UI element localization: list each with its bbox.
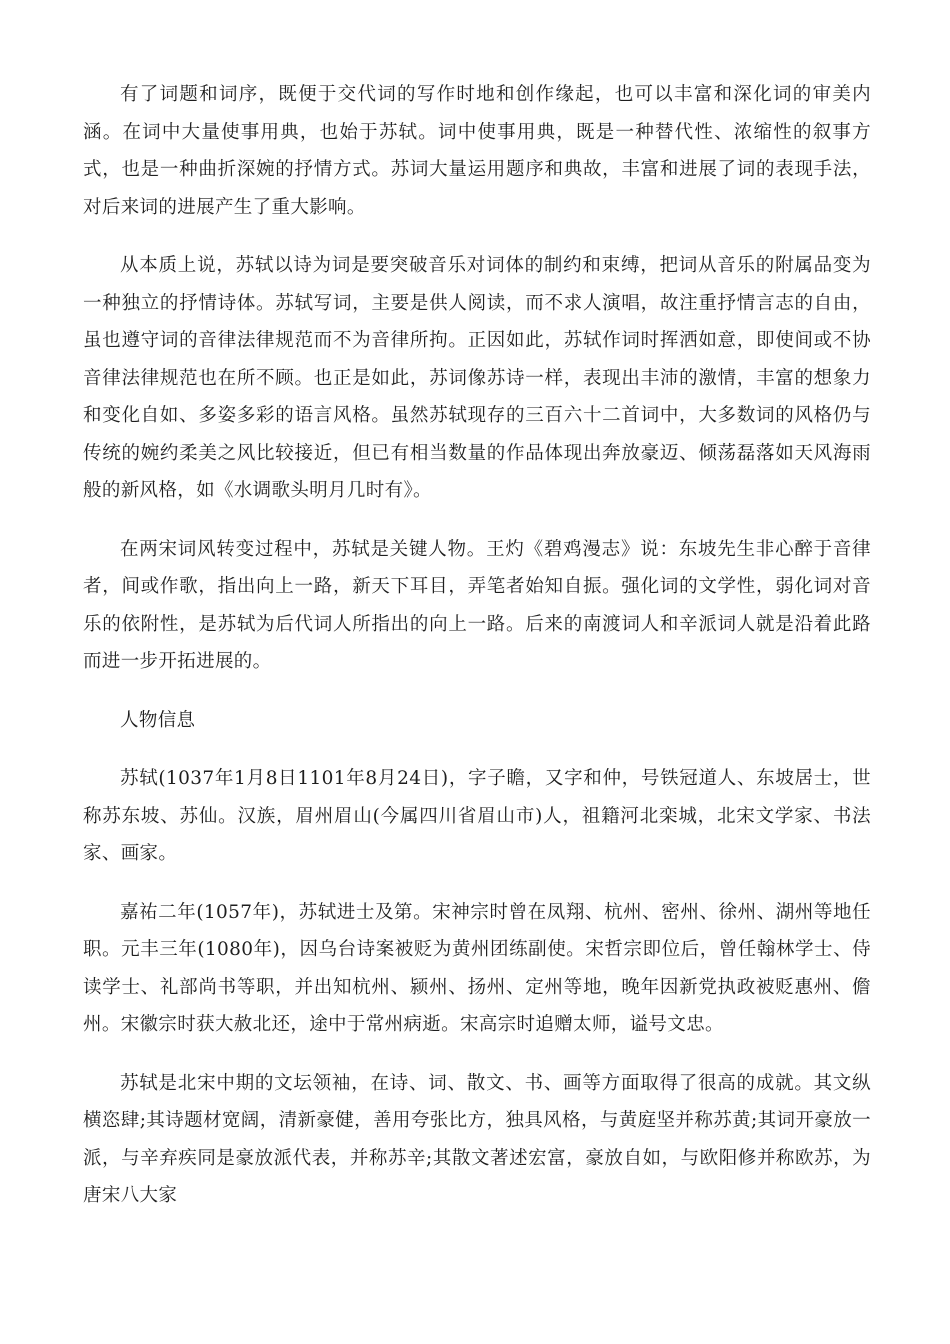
paragraph-ci-titles: 有了词题和词序，既便于交代词的写作时地和创作缘起，也可以丰富和深化词的审美内涵。在词中大量使事用典，也始于苏轼。词中使事用典，既是一种替代性、浓缩性的叙事方式，也是一种曲折深婉的抒情方式。苏词大量运用题序和典故，丰富和进展了词的表现手法，对后来词的进展产生了重大影响。: [83, 84, 871, 218]
document-page: [83, 76, 871, 1236]
section-heading: 人物信息: [120, 709, 196, 731]
paragraph-shi-as-ci: 从本质上说，苏轼以诗为词是要突破音乐对词体的制约和束缚，把词从音乐的附属品变为一种独立的抒情诗体。苏轼写词，主要是供人阅读，而不求人演唱，故注重抒情言志的自由，虽也遵守词的音律法律规范而不为音律所拘。正因如此，苏轼作词时挥洒如意，即使间或不协音律法律规范也在所不顾。也正是如此，苏词像苏诗一样，表现出丰沛的激情，丰富的想象力和变化自如、多姿多彩的语言风格。虽然苏轼现存的三百六十二首词中，大多数词的风格仍与传统的婉约柔美之风比较接近，但已有相当数量的作品体现出奔放豪迈、倾荡磊落如天风海雨般的新风格，如《水调歌头明月几时有》。: [83, 255, 871, 501]
paragraph-bio-achievements: 苏轼是北宋中期的文坛领袖，在诗、词、散文、书、画等方面取得了很高的成就。其文纵横恣肆;其诗题材宽阔，清新豪健，善用夸张比方，独具风格，与黄庭坚并称苏黄;其词开豪放一派，与辛弃疾同是豪放派代表，并称苏辛;其散文著述宏富，豪放自如，与欧阳修并称欧苏，为唐宋八大家: [83, 1072, 871, 1206]
paragraph-bio-intro: 苏轼(1037年1月8日1101年8月24日)，字子瞻，又字和仲，号铁冠道人、东坡居士，世称苏东坡、苏仙。汉族，眉州眉山(今属四川省眉山市)人，祖籍河北栾城，北宋文学家、书法家、画家。: [83, 768, 871, 864]
paragraph-bio-career: 嘉祐二年(1057年)，苏轼进士及第。宋神宗时曾在凤翔、杭州、密州、徐州、湖州等地任职。元丰三年(1080年)，因乌台诗案被贬为黄州团练副使。宋哲宗即位后，曾任翰林学士、侍读学士、礼部尚书等职，并出知杭州、颍州、扬州、定州等地，晚年因新党执政被贬惠州、儋州。宋徽宗时获大赦北还，途中于常州病逝。宋高宗时追赠太师，谥号文忠。: [83, 901, 871, 1035]
paragraph-style-transition: 在两宋词风转变过程中，苏轼是关键人物。王灼《碧鸡漫志》说：东坡先生非心醉于音律者，间或作歌，指出向上一路，新天下耳目，弄笔者始知自振。强化词的文学性，弱化词对音乐的依附性，是苏轼为后代词人所指出的向上一路。后来的南渡词人和辛派词人就是沿着此路而进一步开拓进展的。: [83, 538, 871, 672]
